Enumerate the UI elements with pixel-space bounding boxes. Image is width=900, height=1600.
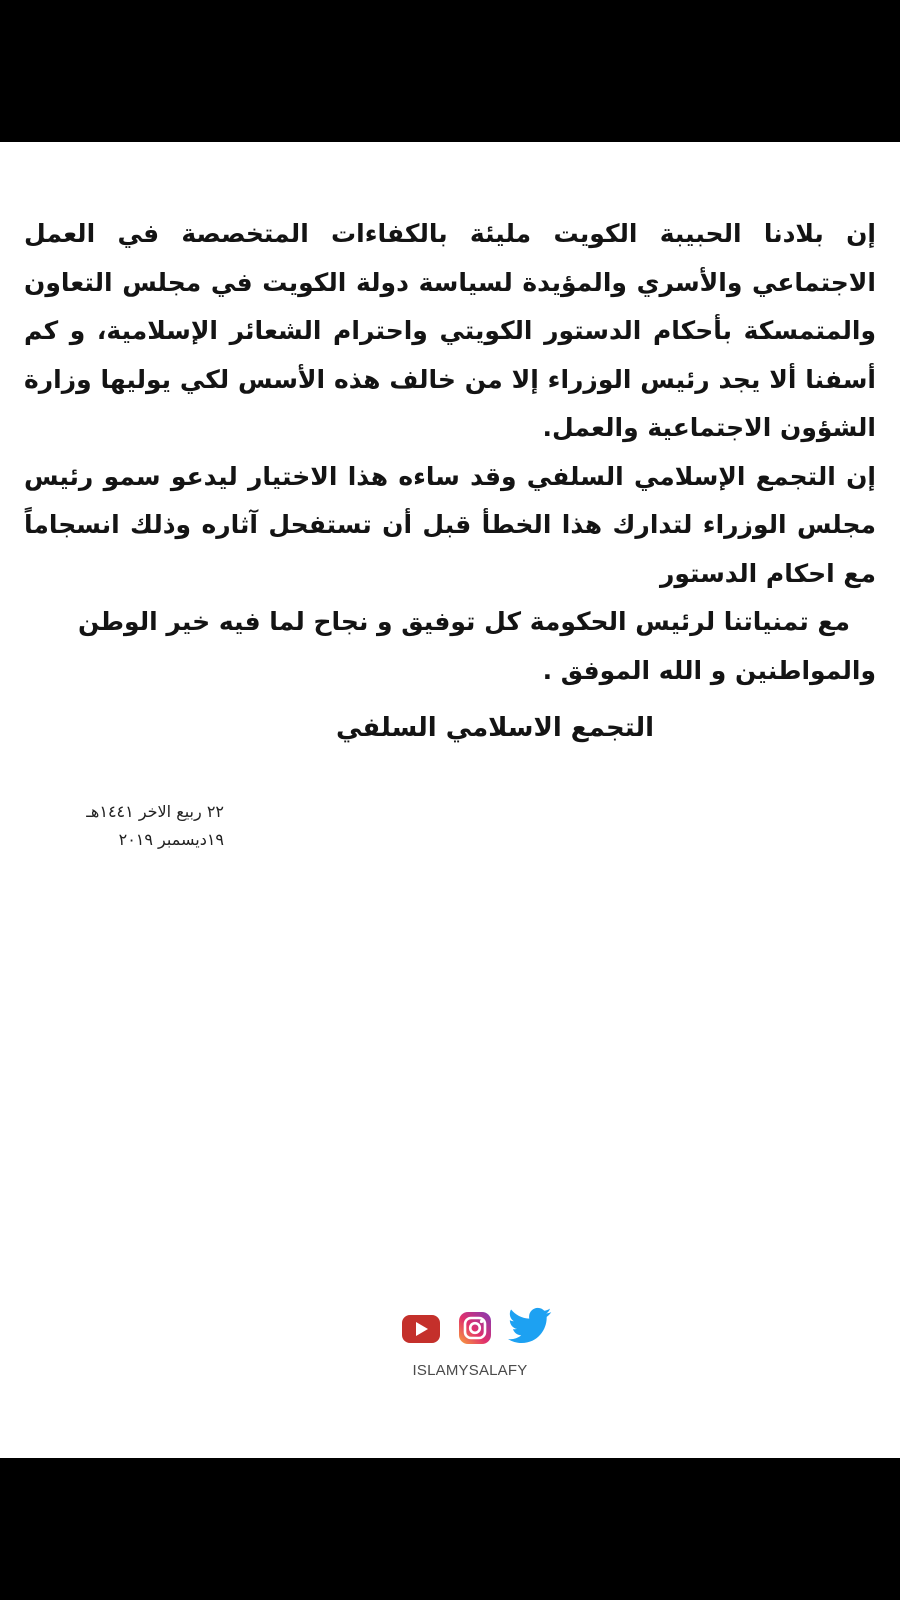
- date-block: [24, 798, 224, 854]
- letter-body: [24, 210, 876, 598]
- instagram-icon[interactable]: [458, 1311, 492, 1345]
- closing-block: [24, 598, 876, 695]
- date-hijri: ٢٢ ربيع الاخر ١٤٤١هـ: [86, 802, 224, 821]
- signature: [0, 706, 900, 750]
- closing-line-2: والمواطنين و الله الموفق .: [542, 655, 876, 685]
- paragraph-1: إن بلادنا الحبيبة الكويت مليئة بالكفاءات المتخصصة في العمل الاجتماعي والأسري والمؤيدة لسياسة دولة الكويت في مجلس التعاون والمتمسكة بأحكام الدستور الكويتي واحترام الشعائر الإسلامية، و كم أسفنا ألا يجد رئيس الوزراء إلا من خالف هذه الأسس لكي يوليها وزارة الشؤون الاجتماعية والعمل.: [24, 219, 876, 442]
- youtube-icon[interactable]: [402, 1315, 440, 1343]
- date-gregorian: ١٩ديسمبر ٢٠١٩: [118, 830, 224, 849]
- closing-line-1: مع تمنياتنا لرئيس الحكومة كل توفيق و نجاح لما فيه خير الوطن: [77, 607, 850, 636]
- bottom-letterbox: [0, 1458, 900, 1600]
- top-letterbox: [0, 0, 900, 142]
- paragraph-2: إن التجمع الإسلامي السلفي وقد ساءه هذا الاختيار ليدعو سمو رئيس مجلس الوزراء لتدارك هذا الخطأ قبل أن تستفحل آثاره وذلك انسجاماً مع احكام الدستور: [24, 461, 876, 588]
- social-icons: [400, 1307, 560, 1347]
- signature-text: التجمع الاسلامي السلفي: [335, 713, 655, 743]
- social-handle: ISLAMYSALAFY: [412, 1362, 528, 1379]
- twitter-icon[interactable]: [508, 1307, 552, 1345]
